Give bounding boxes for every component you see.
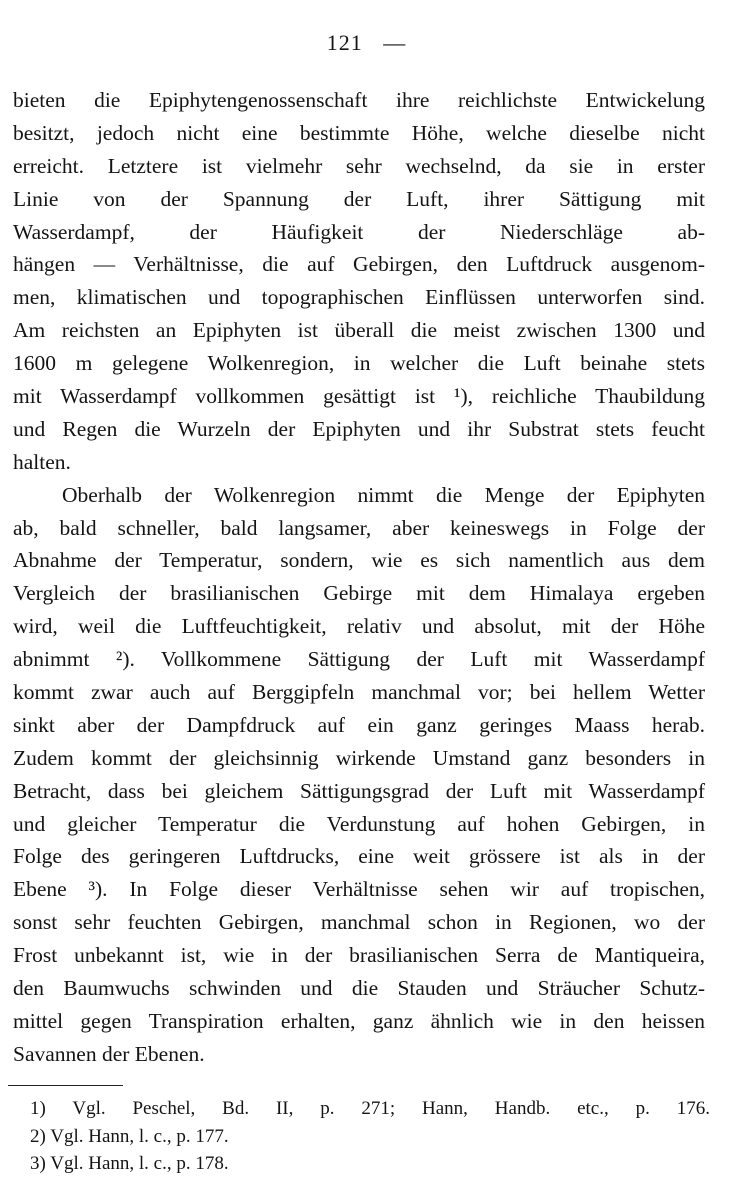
text-line: wird, weil die Luftfeuchtigkeit, relativ und absolut, mit der Höhe: [13, 614, 705, 639]
text-line: Linie von der Spannung der Luft, ihrer Sättigung mit: [13, 186, 705, 211]
paragraph-2: [13, 479, 705, 1071]
text-line: Zudem kommt der gleichsinnig wirkende Umstand ganz besonders in: [13, 745, 705, 770]
footnotes: [30, 1095, 710, 1178]
text-line: 1600 m gelegene Wolkenregion, in welcher die Luft beinahe stets: [13, 351, 705, 376]
text-line: Savannen der Ebenen.: [13, 1041, 205, 1066]
text-line: sonst sehr feuchten Gebirgen, manchmal schon in Regionen, wo der: [13, 910, 705, 935]
text-line: abnimmt ²). Vollkommene Sättigung der Luft mit Wasserdampf: [13, 647, 705, 672]
page-header: [0, 30, 733, 56]
text-line: und gleicher Temperatur die Verdunstung auf hohen Gebirgen, in: [13, 811, 705, 836]
text-line: und Regen die Wurzeln der Epiphyten und ihr Substrat stets feucht: [13, 416, 705, 441]
text-line: Wasserdampf, der Häufigkeit der Niederschläge ab-: [13, 219, 705, 244]
paragraph-1: [13, 84, 705, 479]
header-dash: —: [383, 30, 407, 55]
text-line: besitzt, jedoch nicht eine bestimmte Höhe, welche dieselbe nicht: [13, 120, 705, 145]
text-line: sinkt aber der Dampfdruck auf ein ganz geringes Maass herab.: [13, 712, 705, 737]
text-line: Abnahme der Temperatur, sondern, wie es sich namentlich aus dem: [13, 548, 705, 573]
text-line: Ebene ³). In Folge dieser Verhältnisse sehen wir auf tropischen,: [13, 877, 705, 902]
text-line: ab, bald schneller, bald langsamer, aber keineswegs in Folge der: [13, 515, 705, 540]
footnote-2: 2) Vgl. Hann, l. c., p. 177.: [30, 1125, 229, 1147]
footnote-3: 3) Vgl. Hann, l. c., p. 178.: [30, 1153, 229, 1174]
text-line: mittel gegen Transpiration erhalten, ganz ähnlich wie in den heissen: [13, 1008, 705, 1033]
text-line: Am reichsten an Epiphyten ist überall die meist zwischen 1300 und: [13, 318, 705, 343]
text-line: bieten die Epiphytengenossenschaft ihre reichlichste Entwickelung: [13, 88, 705, 112]
footnote-divider: [8, 1085, 123, 1086]
text-line: hängen — Verhältnisse, die auf Gebirgen, den Luftdruck ausgenom-: [13, 252, 705, 277]
text-line: kommt zwar auch auf Berggipfeln manchmal vor; bei hellem Wetter: [13, 680, 705, 705]
text-line: Vergleich der brasilianischen Gebirge mit dem Himalaya ergeben: [13, 581, 705, 606]
text-line: den Baumwuchs schwinden und die Stauden und Sträucher Schutz-: [13, 976, 705, 1001]
text-line: halten.: [13, 449, 71, 474]
footnote-1: 1) Vgl. Peschel, Bd. II, p. 271; Hann, Handb. etc., p. 176.: [30, 1098, 710, 1119]
body-text: [13, 84, 705, 1071]
text-line: erreicht. Letztere ist vielmehr sehr wechselnd, da sie in erster: [13, 153, 705, 178]
text-line: Folge des geringeren Luftdrucks, eine weit grössere ist als in der: [13, 844, 705, 869]
text-line: Frost unbekannt ist, wie in der brasilianischen Serra de Mantiqueira,: [13, 943, 705, 968]
page-number: 121: [326, 30, 363, 55]
text-line: mit Wasserdampf vollkommen gesättigt ist ¹), reichliche Thaubildung: [13, 384, 705, 409]
text-line: men, klimatischen und topographischen Einflüssen unterworfen sind.: [13, 285, 705, 310]
text-line: Betracht, dass bei gleichem Sättigungsgrad der Luft mit Wasserdampf: [13, 778, 705, 803]
text-line: Oberhalb der Wolkenregion nimmt die Menge der Epiphyten: [62, 482, 705, 507]
